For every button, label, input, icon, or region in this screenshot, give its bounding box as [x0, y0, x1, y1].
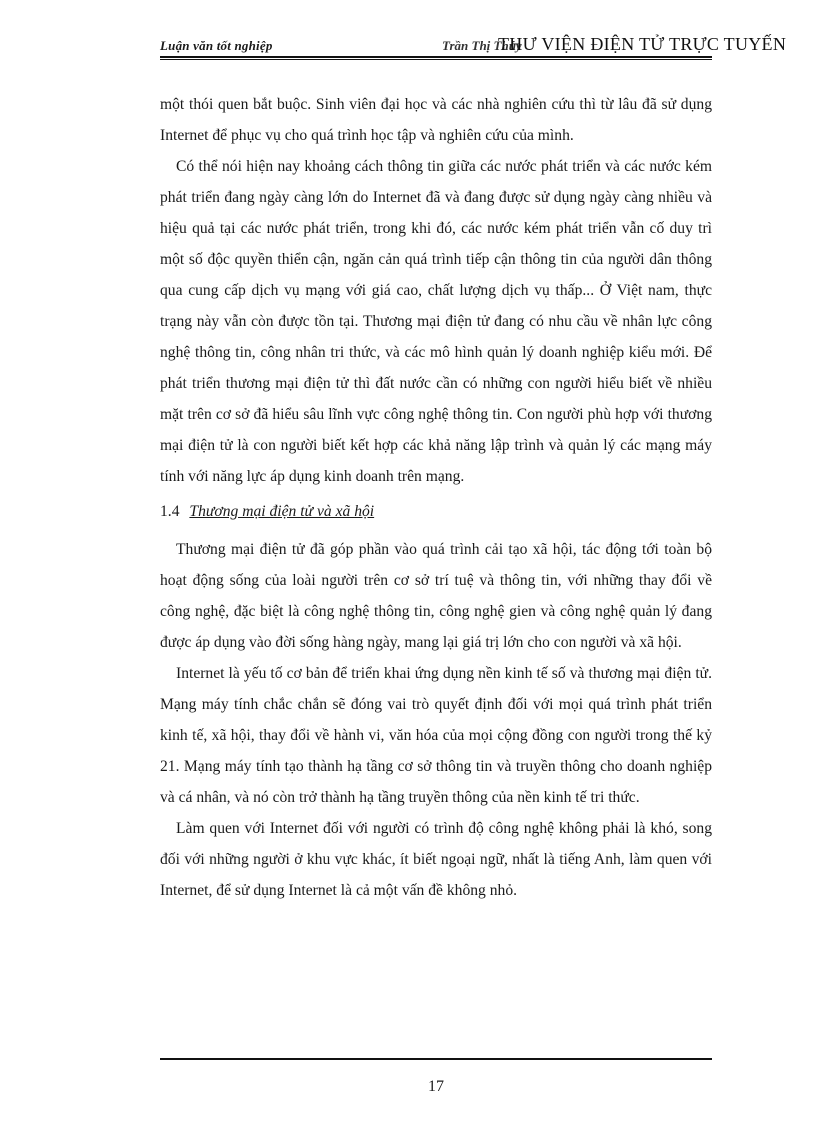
- page-header: [160, 34, 812, 56]
- paragraph: Internet là yếu tố cơ bản để triển khai ứng dụng nền kinh tế số và thương mại điện tử. Mạng máy tính chắc chắn sẽ đóng vai trò quyết định đối với mọi quá trình phát triển kinh tế, xã hội, thay đổi về hành vi, văn hóa của mọi cộng đồng con người trong thế kỷ 21. Mạng máy tính tạo thành hạ tầng cơ sở thông tin và truyền thông cho doanh nghiệp và cá nhân, và nó còn trở thành hạ tầng truyền thông của nền kinh tế tri thức.: [160, 665, 712, 806]
- page-body: [160, 89, 712, 906]
- header-rule: [160, 56, 712, 60]
- footer-rule: [160, 1058, 712, 1060]
- paragraph-continuation: một thói quen bắt buộc. Sinh viên đại học và các nhà nghiên cứu thì từ lâu đã sử dụng Internet để phục vụ cho quá trình học tập và nghiên cứu của mình.: [160, 96, 712, 144]
- paragraph: Thương mại điện tử đã góp phần vào quá trình cải tạo xã hội, tác động tới toàn bộ hoạt động sống của loài người trên cơ sở trí tuệ và thông tin, với những thay đổi về công nghệ, đặc biệt là công nghệ thông tin, công nghệ gien và công nghệ quản lý đang được áp dụng vào đời sống hàng ngày, mang lại giá trị lớn cho con người và xã hội.: [160, 541, 712, 651]
- paragraph: Có thể nói hiện nay khoảng cách thông tin giữa các nước phát triển và các nước kém phát triển đang ngày càng lớn do Internet đã và đang được sử dụng ngày càng nhiều và hiệu quả tại các nước phát triển, trong khi đó, các nước kém phát triển vẫn cố duy trì một số độc quyền thiển cận, ngăn cản quá trình tiếp cận thông tin của người dân thông qua cung cấp dịch vụ mạng với giá cao, chất lượng dịch vụ thấp... Ở Việt nam, thực trạng này vẫn còn được tồn tại. Thương mại điện tử đang có nhu cầu về nhân lực công nghệ thông tin, công nhân tri thức, và các mô hình quản lý doanh nghiệp kiểu mới. Để phát triển thương mại điện tử thì đất nước cần có những con người hiểu biết về nhiều mặt trên cơ sở đã hiểu sâu lĩnh vực công nghệ thông tin. Con người phù hợp với thương mại điện tử là con người biết kết hợp các khả năng lập trình và quản lý các mạng máy tính với năng lực áp dụng kinh doanh trên mạng.: [160, 158, 712, 485]
- header-watermark: THƯ VIỆN ĐIỆN TỬ TRỰC TUYẾN: [498, 34, 787, 54]
- section-title: Thương mại điện tử và xã hội: [189, 503, 375, 520]
- paragraph: Làm quen với Internet đối với người có trình độ công nghệ không phải là khó, song đối với những người ở khu vực khác, ít biết ngoại ngữ, nhất là tiếng Anh, làm quen với Internet, để sử dụng Internet là cả một vấn đề không nhỏ.: [160, 820, 712, 899]
- section-heading: [160, 500, 712, 524]
- header-thesis-label: Luận văn tốt nghiệp: [160, 38, 273, 53]
- section-number: 1.4: [160, 503, 180, 520]
- page-number: 17: [428, 1078, 444, 1095]
- header-author: Trần Thị Thúy: [442, 38, 522, 53]
